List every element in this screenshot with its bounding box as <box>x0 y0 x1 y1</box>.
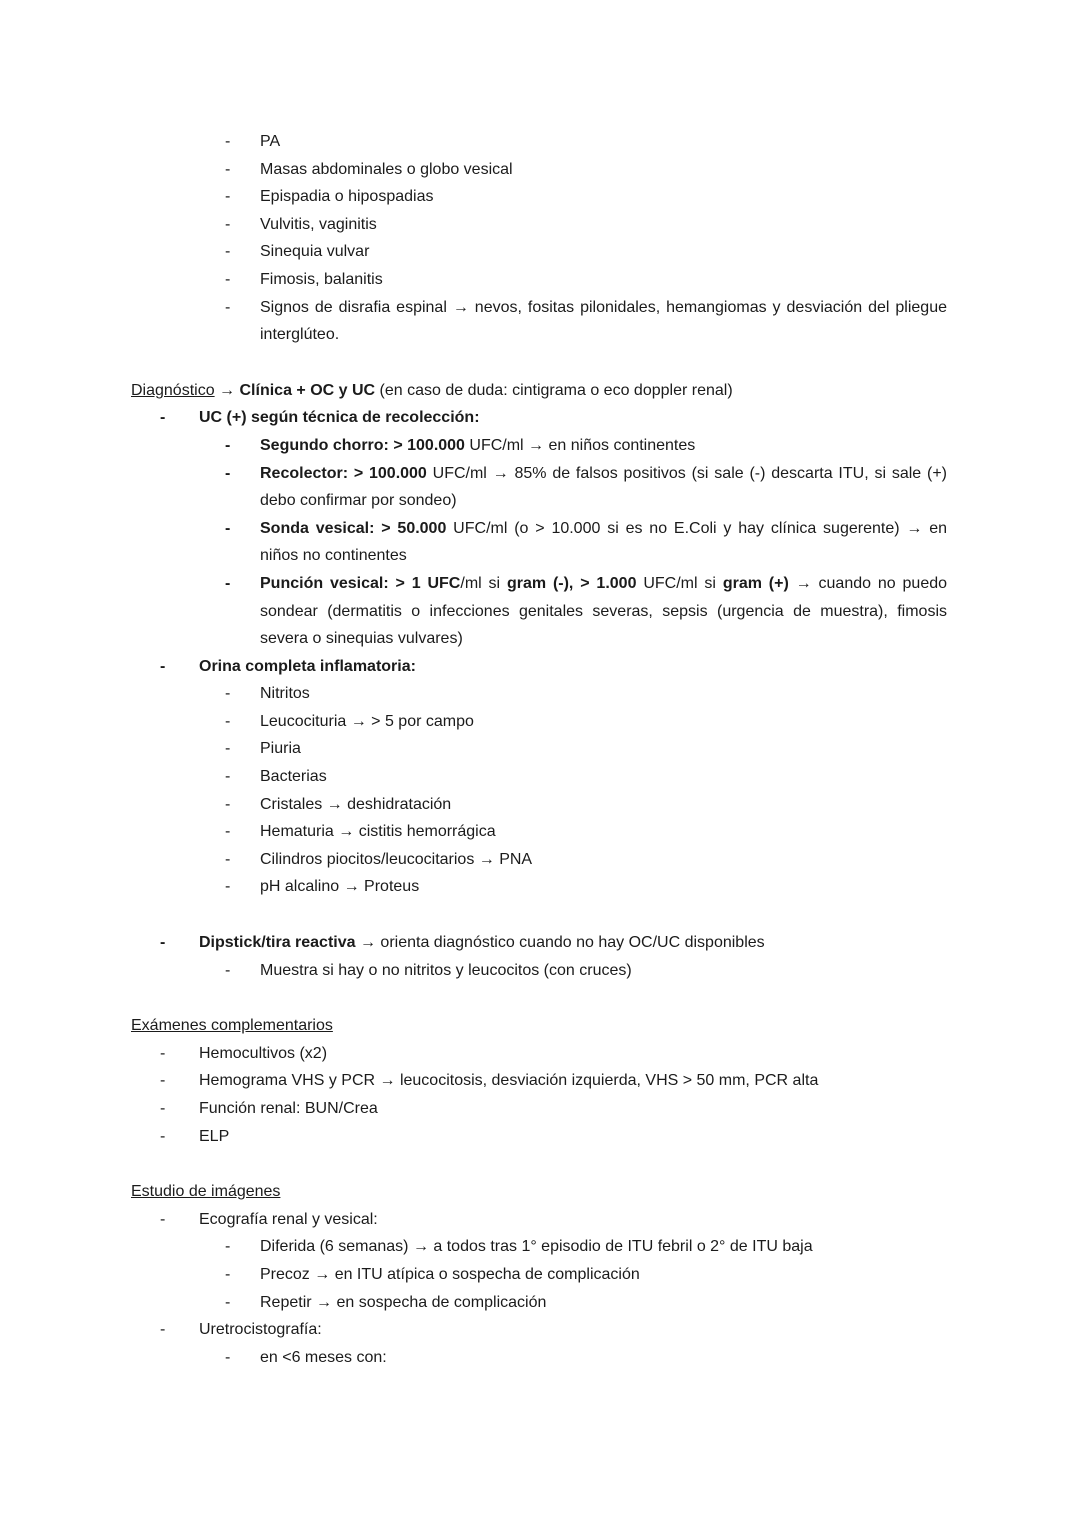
list-item <box>131 653 947 681</box>
text-segment: Hematuria → cistitis hemorrágica <box>260 823 496 841</box>
bullet-dash: - <box>225 160 231 178</box>
list-item-text <box>260 294 947 349</box>
bullet-dash: - <box>225 1238 231 1256</box>
list-item-text <box>199 1123 947 1151</box>
list-item <box>131 846 947 874</box>
list-item <box>131 1206 947 1234</box>
list-item-text <box>260 846 947 874</box>
text-segment: (en caso de duda: cintigrama o eco doppler renal) <box>375 381 733 399</box>
list-item <box>131 211 947 239</box>
text-segment: Fimosis, balanitis <box>260 270 383 288</box>
list-item <box>131 432 947 460</box>
text-segment: Recolector: > 100.000 <box>260 464 427 482</box>
list-item-text <box>199 1067 947 1095</box>
section-heading <box>131 377 947 405</box>
text-segment: gram (-), > 1.000 <box>506 574 637 592</box>
text-segment: Cilindros piocitos/leucocitarios → PNA <box>260 850 533 868</box>
list-item-text <box>260 957 947 985</box>
list-item-text <box>260 515 947 570</box>
list-item <box>131 680 947 708</box>
list-item <box>131 1289 947 1317</box>
text-segment: → <box>214 381 240 399</box>
list-item <box>131 763 947 791</box>
text-segment: Piuria <box>260 740 301 758</box>
list-item-text <box>260 818 947 846</box>
bullet-dash: - <box>225 685 231 703</box>
text-segment: Repetir → en sospecha de complicación <box>260 1293 547 1311</box>
list-item <box>131 1067 947 1095</box>
list-item <box>131 1344 947 1372</box>
text-segment: pH alcalino → Proteus <box>260 878 420 896</box>
section-heading <box>131 1012 947 1040</box>
text-segment: Bacterias <box>260 768 327 786</box>
list-item-text <box>260 1233 947 1261</box>
text-segment: ELP <box>199 1127 230 1145</box>
text-segment: UC (+) según técnica de recolección: <box>199 409 480 427</box>
list-item <box>131 1316 947 1344</box>
list-item-text <box>260 680 947 708</box>
bullet-dash: - <box>160 1044 166 1062</box>
list-item <box>131 515 947 570</box>
list-item-text <box>260 791 947 819</box>
list-item-text <box>260 708 947 736</box>
list-item-text <box>260 266 947 294</box>
text-segment: UFC/ml → 85% de falsos positivos (si sale (-) descarta ITU, si sale (+) debo confirmar por sondeo) <box>260 464 947 510</box>
text-segment: Orina completa inflamatoria: <box>199 657 416 675</box>
bullet-dash: - <box>225 1265 231 1283</box>
bullet-dash: - <box>225 850 231 868</box>
text-segment: Función renal: BUN/Crea <box>199 1100 378 1117</box>
list-item-text <box>199 404 947 432</box>
list-item-text <box>260 763 947 791</box>
bullet-dash: - <box>225 1348 231 1366</box>
text-segment: Diferida (6 semanas) → a todos tras 1° episodio de ITU febril o 2° de ITU baja <box>260 1238 813 1256</box>
bullet-dash: - <box>225 519 231 537</box>
text-segment: Exámenes complementarios <box>131 1017 333 1035</box>
text-segment: Ecografía renal y vesical: <box>199 1210 378 1228</box>
bullet-dash: - <box>225 133 231 150</box>
text-segment: PA <box>260 133 281 150</box>
list-item <box>131 128 947 156</box>
text-segment: UFC/ml si <box>636 574 723 592</box>
text-segment: → cuando no puedo sondear (dermatitis o infecciones genitales severas, sepsis (urgencia de muestra), fimosis severa o sinequias vulvares) <box>260 574 948 648</box>
list-item <box>131 570 947 653</box>
list-item <box>131 957 947 985</box>
text-segment: Signos de disrafia espinal → nevos, fositas pilonidales, hemangiomas y desviación del pliegue interglúteo. <box>260 298 947 344</box>
list-item <box>131 1040 947 1068</box>
list-item <box>131 404 947 432</box>
list-item-text <box>260 1289 947 1317</box>
list-item <box>131 183 947 211</box>
list-item <box>131 791 947 819</box>
bullet-dash: - <box>225 436 231 454</box>
list-item <box>131 156 947 184</box>
bullet-dash: - <box>225 740 231 758</box>
section-heading <box>131 1178 947 1206</box>
text-segment: Masas abdominales o globo vesical <box>260 160 513 178</box>
text-segment: Sinequia vulvar <box>260 243 370 261</box>
bullet-dash: - <box>225 574 231 592</box>
list-item <box>131 873 947 901</box>
list-item-text <box>260 238 947 266</box>
list-item <box>131 238 947 266</box>
bullet-dash: - <box>225 878 231 896</box>
list-item-text <box>199 1095 947 1123</box>
text-segment: Vulvitis, vaginitis <box>260 215 377 233</box>
bullet-dash: - <box>160 1321 166 1339</box>
bullet-dash: - <box>225 188 231 206</box>
list-item-text <box>260 735 947 763</box>
text-segment: Epispadia o hipospadias <box>260 188 434 206</box>
bullet-dash: - <box>225 961 231 979</box>
text-segment: /ml si <box>460 574 507 592</box>
bullet-dash: - <box>225 768 231 786</box>
list-item-text <box>260 873 947 901</box>
list-item <box>131 1261 947 1289</box>
list-item-text <box>260 156 947 184</box>
bullet-dash: - <box>225 1293 231 1311</box>
text-segment: Precoz → en ITU atípica o sospecha de complicación <box>260 1265 640 1283</box>
document-body <box>131 128 947 1371</box>
list-item-text <box>260 128 947 156</box>
text-segment: UFC/ml (o > 10.000 si es no E.Coli y hay clínica sugerente) → en niños no continentes <box>260 519 947 565</box>
bullet-dash: - <box>160 1100 166 1117</box>
list-item <box>131 294 947 349</box>
text-segment: Muestra si hay o no nitritos y leucocitos (con cruces) <box>260 961 632 979</box>
text-segment: en <6 meses con: <box>260 1348 387 1366</box>
list-item <box>131 460 947 515</box>
bullet-dash: - <box>225 298 231 316</box>
list-item <box>131 1233 947 1261</box>
bullet-dash: - <box>225 823 231 841</box>
text-segment: Uretrocistografía: <box>199 1321 322 1339</box>
bullet-dash: - <box>225 270 231 288</box>
list-item-text <box>199 1316 947 1344</box>
list-item <box>131 1123 947 1151</box>
text-segment: Segundo chorro: > 100.000 <box>260 436 465 454</box>
text-segment: Diagnóstico <box>131 381 215 399</box>
list-item-text <box>260 570 947 653</box>
list-item-text <box>260 183 947 211</box>
bullet-dash: - <box>160 409 166 427</box>
text-segment: Clínica + OC y UC <box>239 381 376 399</box>
list-item-text <box>260 211 947 239</box>
bullet-dash: - <box>225 215 231 233</box>
text-segment: → orienta diagnóstico cuando no hay OC/UC disponibles <box>355 934 765 952</box>
list-item <box>131 1095 947 1123</box>
list-item-text <box>199 1206 947 1234</box>
list-item-text <box>260 1261 947 1289</box>
list-item <box>131 266 947 294</box>
text-segment: Dipstick/tira reactiva <box>199 934 356 952</box>
text-segment: Hemocultivos (x2) <box>199 1044 328 1062</box>
bullet-dash: - <box>225 795 231 813</box>
text-segment: Leucocituria → > 5 por campo <box>260 712 474 730</box>
list-item-text <box>260 1344 947 1372</box>
bullet-dash: - <box>160 1127 166 1145</box>
bullet-dash: - <box>160 934 166 952</box>
text-segment: Hemograma VHS y PCR → leucocitosis, desviación izquierda, VHS > 50 mm, PCR alta <box>199 1072 819 1090</box>
list-item-text <box>199 1040 947 1068</box>
list-item <box>131 708 947 736</box>
text-segment: UFC/ml → en niños continentes <box>464 436 696 454</box>
bullet-dash: - <box>225 712 231 730</box>
bullet-dash: - <box>160 657 166 675</box>
text-segment: Estudio de imágenes <box>131 1183 281 1201</box>
list-item <box>131 929 947 957</box>
list-item-text <box>260 460 947 515</box>
bullet-dash: - <box>225 243 231 261</box>
bullet-dash: - <box>225 464 231 482</box>
text-segment: Cristales → deshidratación <box>260 795 452 813</box>
list-item <box>131 735 947 763</box>
list-item-text <box>199 929 947 957</box>
text-segment: Punción vesical: > 1 UFC <box>260 574 461 592</box>
text-segment: Sonda vesical: > 50.000 <box>260 519 447 537</box>
text-segment: gram (+) <box>722 574 789 592</box>
bullet-dash: - <box>160 1210 166 1228</box>
list-item <box>131 818 947 846</box>
text-segment: Nitritos <box>260 685 310 703</box>
bullet-dash: - <box>160 1072 166 1090</box>
list-item-text <box>199 653 947 681</box>
list-item-text <box>260 432 947 460</box>
